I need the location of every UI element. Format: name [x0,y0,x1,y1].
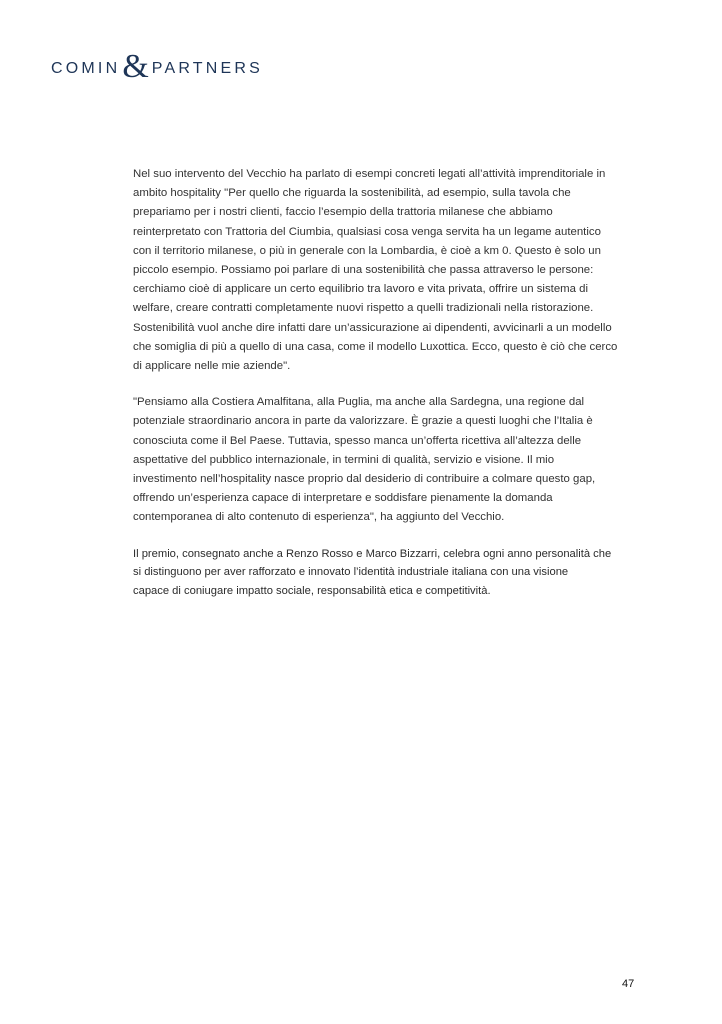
paragraph-line: "Pensiamo alla Costiera Amalfitana, alla Puglia, ma anche alla Sardegna, una regione dal [133,396,585,409]
paragraph-line: investimento nell’hospitality nasce proprio dal desiderio di contribuire a colmare questo gap, [133,473,596,486]
article-body [133,165,638,600]
paragraph-line: si distinguono per aver rafforzato e innovato l’identità industriale italiana con una visione [133,566,569,579]
paragraph-line: Nel suo intervento del Vecchio ha parlato di esempi concreti legati all’attività imprenditoriale in [133,168,606,180]
paragraph-line: Il premio, consegnato anche a Renzo Rosso e Marco Bizzarri, celebra ogni anno personalità che [133,547,612,560]
logo-ampersand: & [122,48,149,85]
paragraph-1 [133,165,638,376]
logo-word-comin: COMIN [51,60,121,77]
paragraph-line: di applicare nelle mie aziende". [133,360,291,373]
logo-word-partners: PARTNERS [151,60,264,77]
paragraph-line: welfare, creare contratti completamente nuovi rispetto a quelli tradizionali nella ristorazione. [133,302,594,315]
paragraph-line: Sostenibilità vuol anche dire infatti dare un’assicurazione ai dipendenti, avvicinarli a un modello [133,321,612,334]
paragraph-line: reinterpretato con Trattoria del Ciumbia, qualsiasi cosa venga servita ha un legame autentico [133,225,601,238]
paragraph-line: ambito hospitality "Per quello che riguarda la sostenibilità, ad esempio, sulla tavola che [133,187,571,200]
comin-partners-logo [51,48,264,86]
paragraph-line: prepariamo per i nostri clienti, faccio l’esempio della trattoria milanese che abbiamo [133,206,553,219]
page-number: 47 [622,978,635,990]
paragraph-line: capace di coniugare impatto sociale, responsabilità etica e competitività. [133,584,491,597]
paragraph-line: contemporanea di alto contenuto di esperienza", ha aggiunto del Vecchio. [133,511,505,524]
paragraph-3 [133,545,638,601]
paragraph-line: con il territorio milanese, o più in generale con la Lombardia, è cioè a km 0. Questo è solo un [133,244,601,257]
paragraph-line: offrendo un’esperienza capace di interpretare e soddisfare pienamente la domanda [133,492,553,505]
paragraph-line: potenziale straordinario ancora in parte da valorizzare. È grazie a questi luoghi che l’Italia è [133,415,593,428]
paragraph-line: cerchiamo cioè di applicare un certo equilibrio tra lavoro e vita privata, offrire un sistema di [133,283,589,296]
paragraph-2 [133,393,638,527]
paragraph-line: aspettative del pubblico internazionale, in termini di qualità, servizio e visione. Il mio [133,453,555,466]
paragraph-line: che somiglia di più a quello di una casa, come il modello Luxottica. Ecco, questo è ciò che cerco [133,340,618,353]
paragraph-line: piccolo esempio. Possiamo poi parlare di una sostenibilità che passa attraverso le persone: [133,264,594,277]
paragraph-line: conosciuta come il Bel Paese. Tuttavia, spesso manca un’offerta ricettiva all’altezza delle [133,434,582,447]
